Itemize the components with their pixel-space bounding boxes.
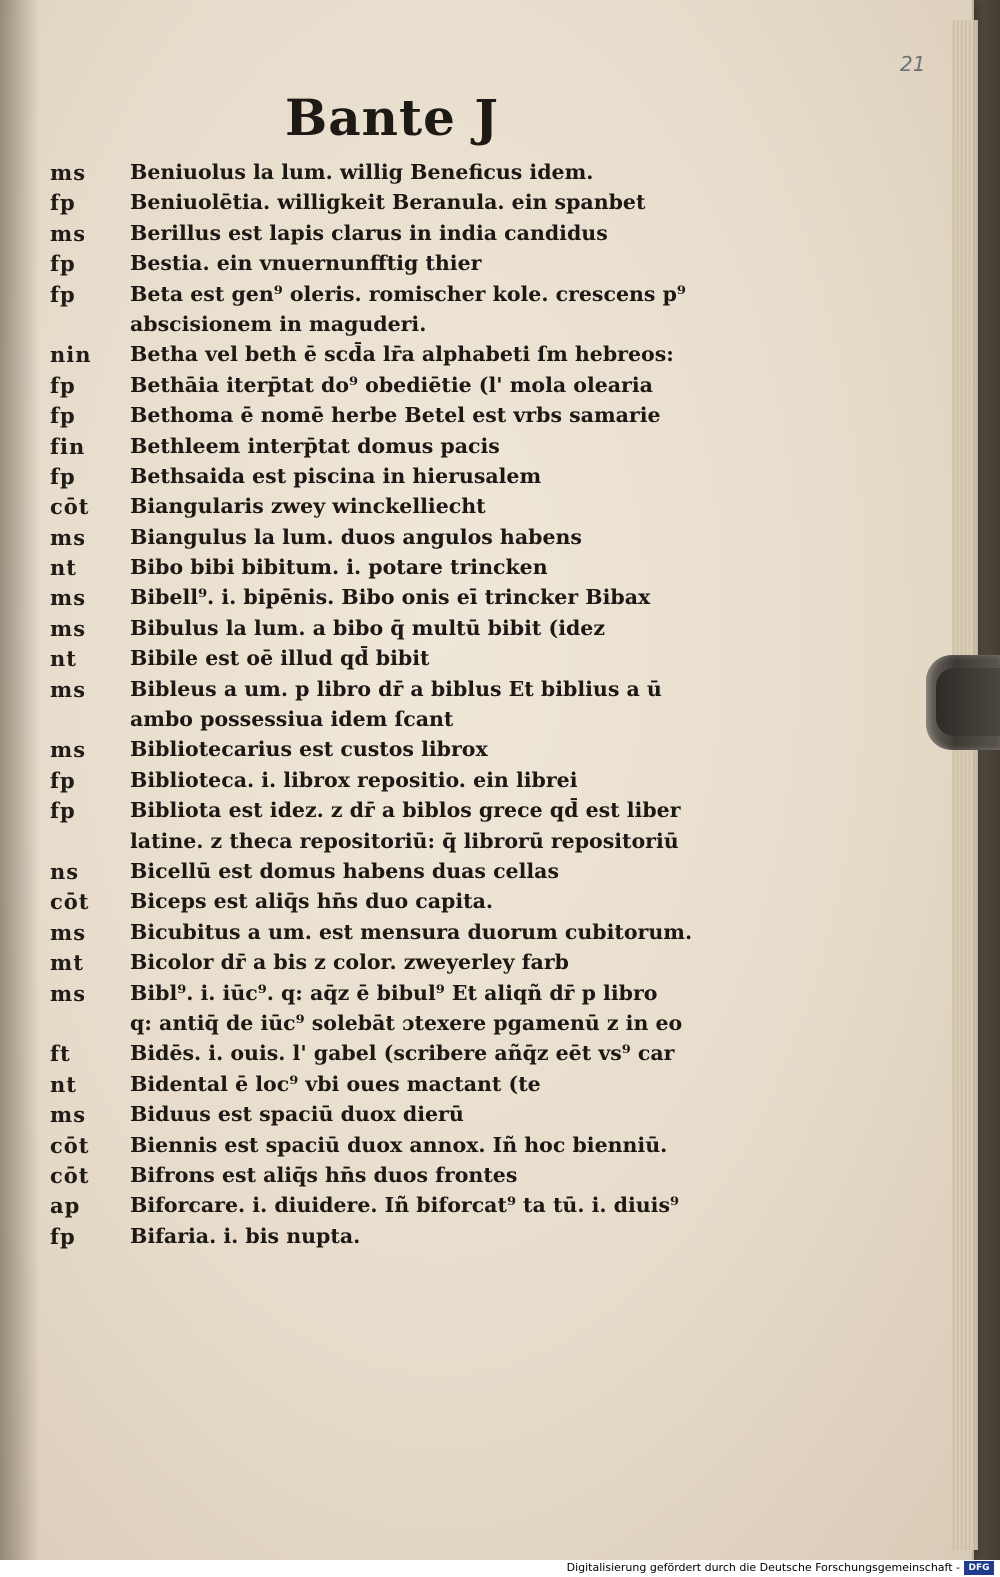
entry-text: Bestia. ein vnuernunfftig thier xyxy=(130,251,482,276)
entry-text: Bethoma ē nomē herbe Betel est vrbs samarie xyxy=(130,403,661,428)
entry-text: abscisionem in maguderi. xyxy=(130,311,427,336)
entry-grammar-code: cōt xyxy=(50,1162,90,1188)
entry-row xyxy=(50,280,830,310)
entry-grammar-code: ms xyxy=(50,980,87,1006)
dfg-logo: DFG xyxy=(964,1561,994,1575)
entry-text: Bibile est oē illud qd̄ bibit xyxy=(130,646,430,671)
entry-row xyxy=(50,492,830,522)
entry-grammar-code: ms xyxy=(50,524,87,550)
entry-row xyxy=(50,1161,830,1191)
entry-row xyxy=(50,1039,830,1069)
entry-row xyxy=(50,644,830,674)
entry-grammar-code: ms xyxy=(50,919,87,945)
entry-text: Bidental ē loc⁹ vbi oues mactant (te xyxy=(130,1071,541,1096)
entry-grammar-code: fp xyxy=(50,798,76,824)
entry-text: q: antiq̄ de iūc⁹ solebāt ɔtexere pgamenū z in eo xyxy=(130,1010,683,1035)
entry-row xyxy=(50,766,830,796)
entry-text: Bibleus a um. p libro dr̄ a biblus Et biblius a ū xyxy=(130,676,662,701)
entry-text: Bifrons est aliq̄s hn̄s duos frontes xyxy=(130,1162,518,1187)
entry-text: Bibell⁹. i. bipēnis. Bibo onis eī trincker Bibax xyxy=(130,585,651,610)
entry-grammar-code: nin xyxy=(50,342,92,368)
entry-text: Betha vel beth ē scd̄a lr̄a alphabeti ſm hebreos: xyxy=(130,342,674,367)
entry-row xyxy=(50,553,830,583)
entry-row xyxy=(50,979,830,1009)
entry-grammar-code: fp xyxy=(50,463,76,489)
page-edges xyxy=(952,20,978,1550)
entry-text: Biblioteca. i. librox repositio. ein librei xyxy=(130,767,578,792)
entry-row xyxy=(50,188,830,218)
entry-row xyxy=(50,340,830,370)
entry-row xyxy=(50,249,830,279)
entry-text: Biduus est spaciū duox dierū xyxy=(130,1102,464,1127)
entry-row xyxy=(50,523,830,553)
entry-row xyxy=(50,158,830,188)
entry-grammar-code: ms xyxy=(50,615,87,641)
entry-grammar-code: cōt xyxy=(50,1132,90,1158)
entry-row xyxy=(50,432,830,462)
folio-number: 21 xyxy=(900,52,926,76)
entry-row xyxy=(50,887,830,917)
gutter-shadow xyxy=(0,0,40,1560)
entry-text: ambo possessiua idem ſcant xyxy=(130,707,454,732)
entry-grammar-code: ap xyxy=(50,1193,81,1219)
entry-grammar-code: fp xyxy=(50,767,76,793)
entry-text: Biennis est spaciū duox annox. Iñ hoc bienniū. xyxy=(130,1132,668,1157)
page-heading: Bante J xyxy=(285,88,499,147)
entry-row xyxy=(50,310,830,340)
entry-row xyxy=(50,827,830,857)
entry-text: Bibliota est idez. z dr̄ a biblos grece qd̄ est liber xyxy=(130,798,681,823)
entry-row xyxy=(50,1131,830,1161)
entry-row xyxy=(50,705,830,735)
entry-text: latine. z theca repositoriū: q̄ librorū repositoriū xyxy=(130,828,679,853)
entry-row xyxy=(50,918,830,948)
entry-row xyxy=(50,1070,830,1100)
entry-grammar-code: ft xyxy=(50,1041,71,1067)
entry-grammar-code: ms xyxy=(50,1102,87,1128)
entry-grammar-code: fp xyxy=(50,403,76,429)
entry-text: Biforcare. i. diuidere. Iñ biforcat⁹ ta tū. i. diuis⁹ xyxy=(130,1193,679,1218)
footer-credit: Digitalisierung gefördert durch die Deutsche Forschungsgemeinschaft - xyxy=(566,1561,960,1574)
entry-grammar-code: cōt xyxy=(50,494,90,520)
entry-text: Berillus est lapis clarus in india candidus xyxy=(130,220,608,245)
entry-grammar-code: cōt xyxy=(50,889,90,915)
entry-grammar-code: nt xyxy=(50,646,77,672)
entry-grammar-code: nt xyxy=(50,555,77,581)
entry-row xyxy=(50,462,830,492)
entry-text: Bicolor dr̄ a bis z color. zweyerley farb xyxy=(130,950,569,975)
entry-row xyxy=(50,1191,830,1221)
entry-text: Beta est gen⁹ oleris. romischer kole. crescens p⁹ xyxy=(130,281,686,306)
entry-grammar-code: ms xyxy=(50,160,87,185)
entry-row xyxy=(50,857,830,887)
entry-row xyxy=(50,583,830,613)
entry-text: Bifaria. i. bis nupta. xyxy=(130,1223,361,1248)
entry-grammar-code: fp xyxy=(50,372,76,398)
entry-grammar-code: ns xyxy=(50,858,80,884)
entry-grammar-code: ms xyxy=(50,737,87,763)
entry-row xyxy=(50,948,830,978)
entry-text: Biceps est aliq̄s hn̄s duo capita. xyxy=(130,889,494,914)
entry-row xyxy=(50,796,830,826)
entry-grammar-code: ms xyxy=(50,585,87,611)
entry-text: Bethleem interp̄tat domus pacis xyxy=(130,433,500,458)
entry-text: Beniuolētia. willigkeit Beranula. ein spanbet xyxy=(130,190,646,215)
entry-row xyxy=(50,735,830,765)
entry-text: Biangulus la lum. duos angulos habens xyxy=(130,524,582,549)
entry-grammar-code: mt xyxy=(50,950,84,976)
entry-text: Beniuolus la lum. willig Beneficus idem. xyxy=(130,160,594,184)
entry-text: Bibliotecarius est custos librox xyxy=(130,737,488,762)
entry-grammar-code: ms xyxy=(50,676,87,702)
entry-text: Bicellū est domus habens duas cellas xyxy=(130,858,559,883)
entry-grammar-code: fp xyxy=(50,1223,76,1249)
entry-text: Bicubitus a um. est mensura duorum cubitorum. xyxy=(130,919,693,944)
entry-row xyxy=(50,675,830,705)
entry-text: Biangularis zwey winckelliecht xyxy=(130,494,486,519)
entry-text: Bidēs. i. ouis. l' gabel (scribere añq̄z eēt vs⁹ car xyxy=(130,1041,675,1066)
entry-row xyxy=(50,401,830,431)
entry-text: Bibo bibi bibitum. i. potare trincken xyxy=(130,555,548,580)
glossary-entries xyxy=(50,158,830,1252)
page-clip-inner xyxy=(936,668,1000,736)
entry-text: Bethāia iterp̄tat do⁹ obediētie (l' mola olearia xyxy=(130,372,653,397)
entry-row xyxy=(50,1222,830,1252)
entry-text: Bethsaida est piscina in hierusalem xyxy=(130,463,542,488)
entry-row xyxy=(50,371,830,401)
entry-grammar-code: fp xyxy=(50,281,76,307)
entry-text: Bibl⁹. i. iūc⁹. q: aq̄z ē bibul⁹ Et aliqñ dr̄ p libro xyxy=(130,980,658,1005)
entry-grammar-code: fp xyxy=(50,251,76,277)
entry-grammar-code: ms xyxy=(50,220,87,246)
entry-row xyxy=(50,1009,830,1039)
entry-text: Bibulus la lum. a bibo q̄ multū bibit (idez xyxy=(130,615,605,640)
entry-grammar-code: fin xyxy=(50,433,86,459)
entry-row xyxy=(50,1100,830,1130)
entry-row xyxy=(50,219,830,249)
entry-row xyxy=(50,614,830,644)
entry-grammar-code: fp xyxy=(50,190,76,216)
entry-grammar-code: nt xyxy=(50,1071,77,1097)
